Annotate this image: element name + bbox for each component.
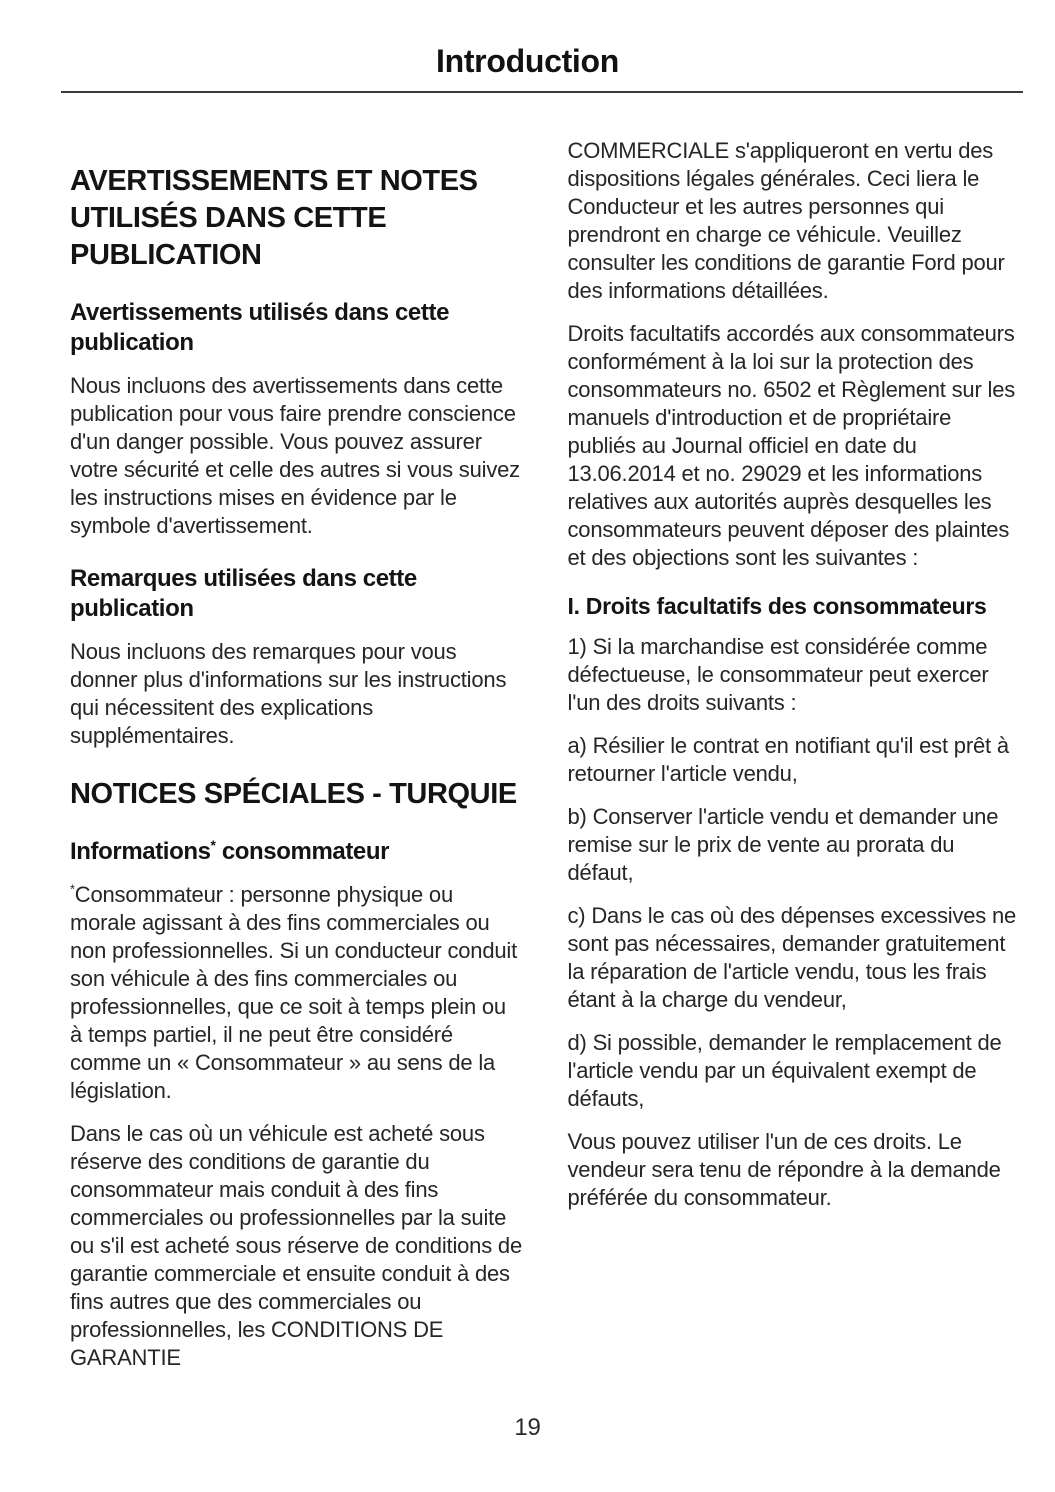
content-columns bbox=[0, 93, 1055, 1387]
subheading: Remarques utilisées dans cette publication bbox=[70, 565, 417, 623]
paragraph: 1) Si la marchandise est considérée comme défectueuse, le consommateur peut exercer l'un des droits suivants : bbox=[567, 634, 989, 716]
paragraph: b) Conserver l'article vendu et demander une remise sur le prix de vente au prorata du défaut, bbox=[567, 804, 999, 886]
subheading: Avertissements utilisés dans cette publication bbox=[70, 299, 450, 357]
paragraph: a) Résilier le contrat en notifiant qu'il est prêt à retourner l'article vendu, bbox=[567, 733, 1009, 787]
section-heading: NOTICES SPÉCIALES - TURQUIE bbox=[70, 778, 517, 811]
page-number: 19 bbox=[514, 1414, 541, 1441]
paragraph: Vous pouvez utiliser l'un de ces droits. Le vendeur sera tenu de répondre à la demande préférée du consommateur. bbox=[567, 1129, 1001, 1211]
subheading: Informations* consommateur bbox=[70, 837, 390, 866]
paragraph: *Consommateur : personne physique ou morale agissant à des fins commerciales ou non professionnelles. Si un conducteur conduit son véhicule à des fins commerciales ou professionnelles, que ce soit à temps plein ou à temps partiel, il ne peut être considéré comme un « Consommateur » au sens de la législation. bbox=[70, 881, 517, 1104]
right-column bbox=[568, 137, 1022, 1227]
paragraph: COMMERCIALE s'appliqueront en vertu des dispositions légales générales. Ceci liera le Conducteur et les autres personnes qui prendront en charge ce véhicule. Veuillez consulter les conditions de garantie Ford pour des informations détaillées. bbox=[567, 138, 1005, 304]
paragraph: Nous incluons des remarques pour vous donner plus d'informations sur les instructions qui nécessitent des explications supplémentaires. bbox=[70, 639, 507, 749]
paragraph: Nous incluons des avertissements dans cette publication pour vous faire prendre conscience d'un danger possible. Vous pouvez assurer votre sécurité et celle des autres si vous suivez les instructions mises en évidence par le symbole d'avertissement. bbox=[70, 373, 520, 539]
page-title: Introduction bbox=[435, 43, 620, 79]
paragraph: Dans le cas où un véhicule est acheté sous réserve des conditions de garantie du consommateur mais conduit à des fins commerciales ou professionnelles par la suite ou s'il est acheté sous réserve de conditions de garantie commerciale et ensuite conduit à des fins autres que des commerciales ou professionnelles, les CONDITIONS DE GARANTIE bbox=[70, 1121, 522, 1371]
left-column bbox=[70, 137, 524, 1387]
paragraph: Droits facultatifs accordés aux consommateurs conformément à la loi sur la protection des consommateurs no. 6502 et Règlement sur les manuels d'introduction et de propriétaire publiés au Journal officiel en date du 13.06.2014 et no. 29029 et les informations relatives aux autorités auprès desquelles les consommateurs peuvent déposer des plaintes et des objections sont les suivantes : bbox=[567, 321, 1016, 571]
paragraph: c) Dans le cas où des dépenses excessives ne sont pas nécessaires, demander gratuitement la réparation de l'article vendu, tous les frais étant à la charge du vendeur, bbox=[567, 903, 1017, 1013]
paragraph: d) Si possible, demander le remplacement de l'article vendu par un équivalent exempt de défauts, bbox=[567, 1030, 1002, 1112]
section-heading: AVERTISSEMENTS ET NOTES UTILISÉS DANS CETTE PUBLICATION bbox=[70, 165, 478, 272]
minor-heading: I. Droits facultatifs des consommateurs bbox=[567, 593, 987, 620]
